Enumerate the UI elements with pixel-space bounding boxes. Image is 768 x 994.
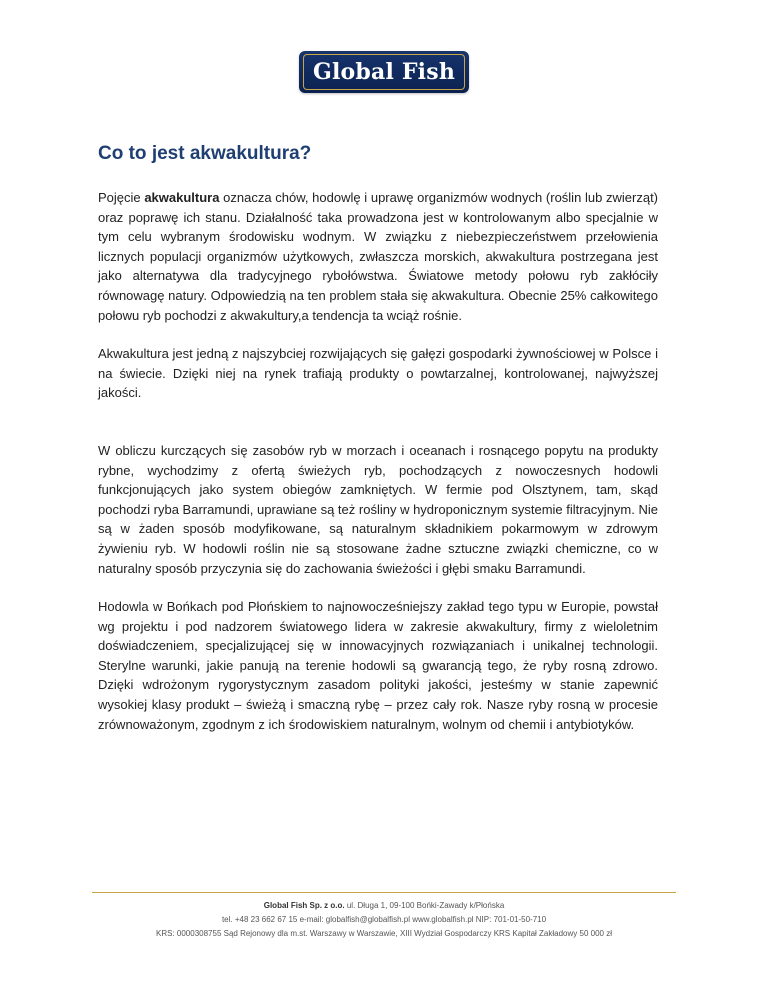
- paragraph-intro-rest: oznacza chów, hodowlę i uprawę organizmów wodnych (roślin lub zwierząt) oraz poprawę ich stanu. Działalność taka prowadzona jest w kontrolowanym albo specjalnie w tym celu wybranym środowisku wodnym. W związku z niebezpieczeństwem przełowienia licznych populacji organizmów użytkowych, zwłaszcza morskich, akwakultura postrzegana jest jako alternatywa dla tradycyjnego rybołówstwa. Światowe metody połowu ryb zakłóciły równowagę natury. Odpowiedzią na ten problem stała się akwakultura. Obecnie 25% całkowitego połowu ryb pochodzi z akwakultury,a tendencja ta wciąż rośnie.: [98, 190, 659, 323]
- footer-company-name: Global Fish Sp. z o.o.: [263, 901, 345, 910]
- footer-address: ul. Długa 1, 09-100 Bońki-Zawady k/Płońska: [344, 901, 505, 910]
- footer-company-line: [0, 900, 768, 912]
- logo-text: Global Fish: [312, 59, 456, 85]
- paragraph-intro: [98, 188, 658, 325]
- paragraph-intro-start: Pojęcie: [98, 190, 145, 205]
- term-akwakultura: akwakultura: [144, 190, 220, 205]
- paragraph-farming: W obliczu kurczących się zasobów ryb w morzach i oceanach i rosnącego popytu na produkty rybne, wychodzimy z ofertą świeżych ryb, pochodzących z nowoczesnych hodowli funkcjonujących jako system obiegów zamkniętych. W fermie pod Olsztynem, tam, skąd pochodzi ryba Barramundi, uprawiane są też rośliny w hydroponicznym systemie filtracyjnym. Nie są w żaden sposób modyfikowane, są naturalnym składnikiem pokarmowym w zdrowym żywieniu ryb. W hodowli roślin nie są stosowane żadne sztuczne związki chemiczne, co w naturalny sposób przyczynia się do zachowania świeżości i głębi smaku Barramundi.: [98, 442, 658, 576]
- paragraph-facility: Hodowla w Bońkach pod Płońskiem to najnowocześniejszy zakład tego typu w Europie, powstał wg projektu i pod nadzorem światowego lidera w zakresie akwakultury, firmy z wieloletnim doświadczeniem, specjalizującej się w innowacyjnych rozwiązaniach i unikalnej technologii. Sterylne warunki, jakie panują na terenie hodowli są gwarancją tego, że ryby rosną zdrowo. Dzięki wdrożonym rygorystycznym zasadom polityki jakości, jesteśmy w stanie zapewnić wysokiej klasy produkt – świeżą i smaczną rybę – przez cały rok. Nasze ryby rosną w procesie zrównoważonym, zgodnym z ich środowiskiem naturalnym, wolnym od chemii i antybiotyków.: [98, 599, 658, 732]
- footer-divider: [92, 892, 676, 893]
- footer-registry-line: KRS: 0000308755 Sąd Rejonowy dla m.st. Warszawy w Warszawie, XIII Wydział Gospodarczy KRS Kapitał Zakładowy 50 000 zł: [156, 929, 612, 938]
- global-fish-logo: [299, 51, 469, 93]
- footer-contact-line: tel. +48 23 662 67 15 e-mail: globalfish@globalfish.pl www.globalfish.pl NIP: 701-01-50-710: [221, 915, 547, 924]
- paragraph-growth: Akwakultura jest jedną z najszybciej rozwijających się gałęzi gospodarki żywnościowej w Polsce i na świecie. Dzięki niej na rynek trafiają produkty o powtarzalnej, kontrolowanej, najwyższej jakości.: [98, 346, 658, 401]
- document-body: [98, 188, 658, 734]
- page-title: Co to jest akwakultura?: [98, 143, 312, 164]
